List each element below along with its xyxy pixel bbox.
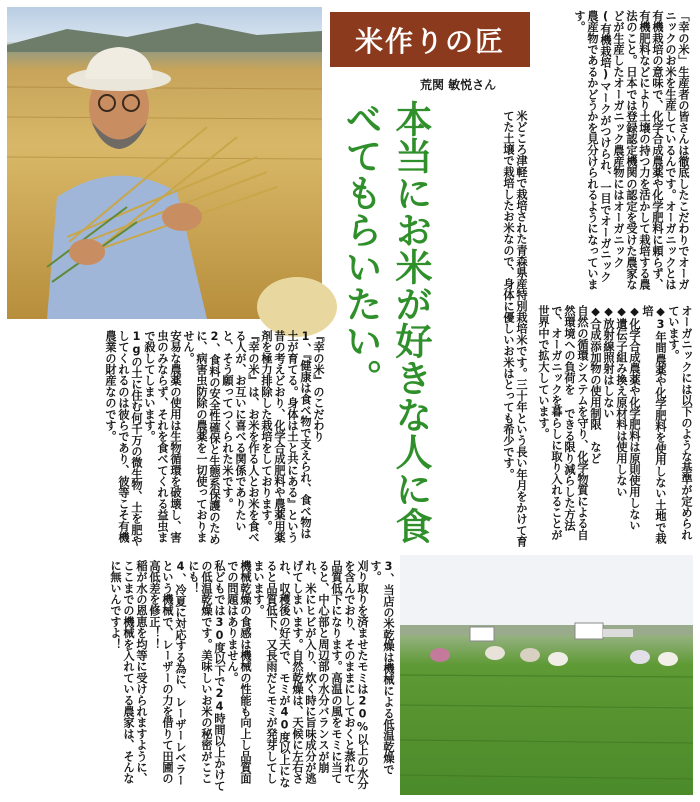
kodawari-section: 『幸の米』のこだわり 1、『健康は食べ物で支えられ、食べ物は土が育てる。身体は土と共にある』という昔の考えどおり、化学合成肥料や農薬用薬剤を極力排除した栽培をしております。 『幸の米』は、お米を作る人とお米を食べる人が、お互いに喜べる関係でありたいと、そう願ってつくられた米です。 2、食料の安全性確保と生態系保護のために、病害虫防除の農薬を一切使っておりません。 安易な農薬の使用は生物循環を破壊し、害虫のみならず、それを食べてくれる益虫まで殺してしまいます。 1gの土に住む何千万の微生物、土を肥やしてくれるのは彼らであり、彼等こそ有機農業の財産なのです。 bbox=[104, 330, 325, 547]
farmer-illustration bbox=[7, 7, 322, 319]
farmer-name: 荒関 敏悦さん bbox=[420, 78, 497, 92]
organic-standards: オーガニックには以下のような基準が定められています。 ◆3年間農薬や化学肥料を使用しない土地で栽培 ◆化学合成農薬や化学肥料は原則使用しない ◆遺伝子組み換え原材料は使用しない ◆放射線照射はしない ◆合成添加物の使用制限 など 自然の循環システムを守り、化学物質による自然環境への負荷を できる限り減らした方法で、オーガニックを暮らしに取り入れることが世界中で拡大しています。 bbox=[537, 305, 693, 544]
intro-text: 「幸の米」生産者の皆さんは徹底したこだわりでオーガニックのお米を生産しているんです。オーガニックとは有機栽培の意味で、化学合成農薬や化学肥料に頼らず、有機肥料などにより土壌の持つ力を活かして栽培する農法のこと。日本では登録認定機関の認定を受けた農家などが生産したオーガニック農産物にはオーガニック(有機栽培)マークがつけられ、一目でオーガニック農産物であるかどうかを見分けられるようになっています。 bbox=[573, 10, 690, 290]
field-illustration bbox=[400, 555, 693, 795]
headline: 本当にお米が好きな人に食べてもらいたい。 bbox=[339, 100, 432, 544]
column-title: 米作りの匠 bbox=[330, 12, 530, 67]
lead-text: 米どころ津軽で栽培された青森県産特別栽培米です。三十年という長い年月をかけて育てた土壌で栽培したお米なので、身体に優しいお米はとっても希少です。 bbox=[502, 110, 528, 547]
field-photo bbox=[400, 555, 693, 795]
farmer-photo bbox=[7, 7, 322, 319]
drying-section: 3、当店の米乾燥は機械による低温乾燥です。 刈り取りを済ませたモミは20%以上の水分を含んでおり、そのままにしておくと蒸れて品質低下になります。高温の風をモミに当てると、中心部と周辺部の水分バランスが崩れ、米にヒビが入り、炊く時に旨味成分が逃げてしまいます。自然乾燥は、天候に左右され、収穫後の好天で、モミが40度以上になると品質低下、又長雨だとモミが発芽してしまいます。 機械乾燥の食感は機械の性能も向上し品質面での問題はありません。 私どもでは30度以下で24時間以上かけての低温乾燥です。美味しいお米の秘密がここにも！ 4、冷夏に対応する為に、レーザーレベラーという機械で、レーザーの力を借りて田圃の高低差を修正！！ 稲が水の恩恵を均等に受けられますように、ここまでの機械を入れている農家は、そんなに無いんですよ！ bbox=[109, 560, 395, 792]
